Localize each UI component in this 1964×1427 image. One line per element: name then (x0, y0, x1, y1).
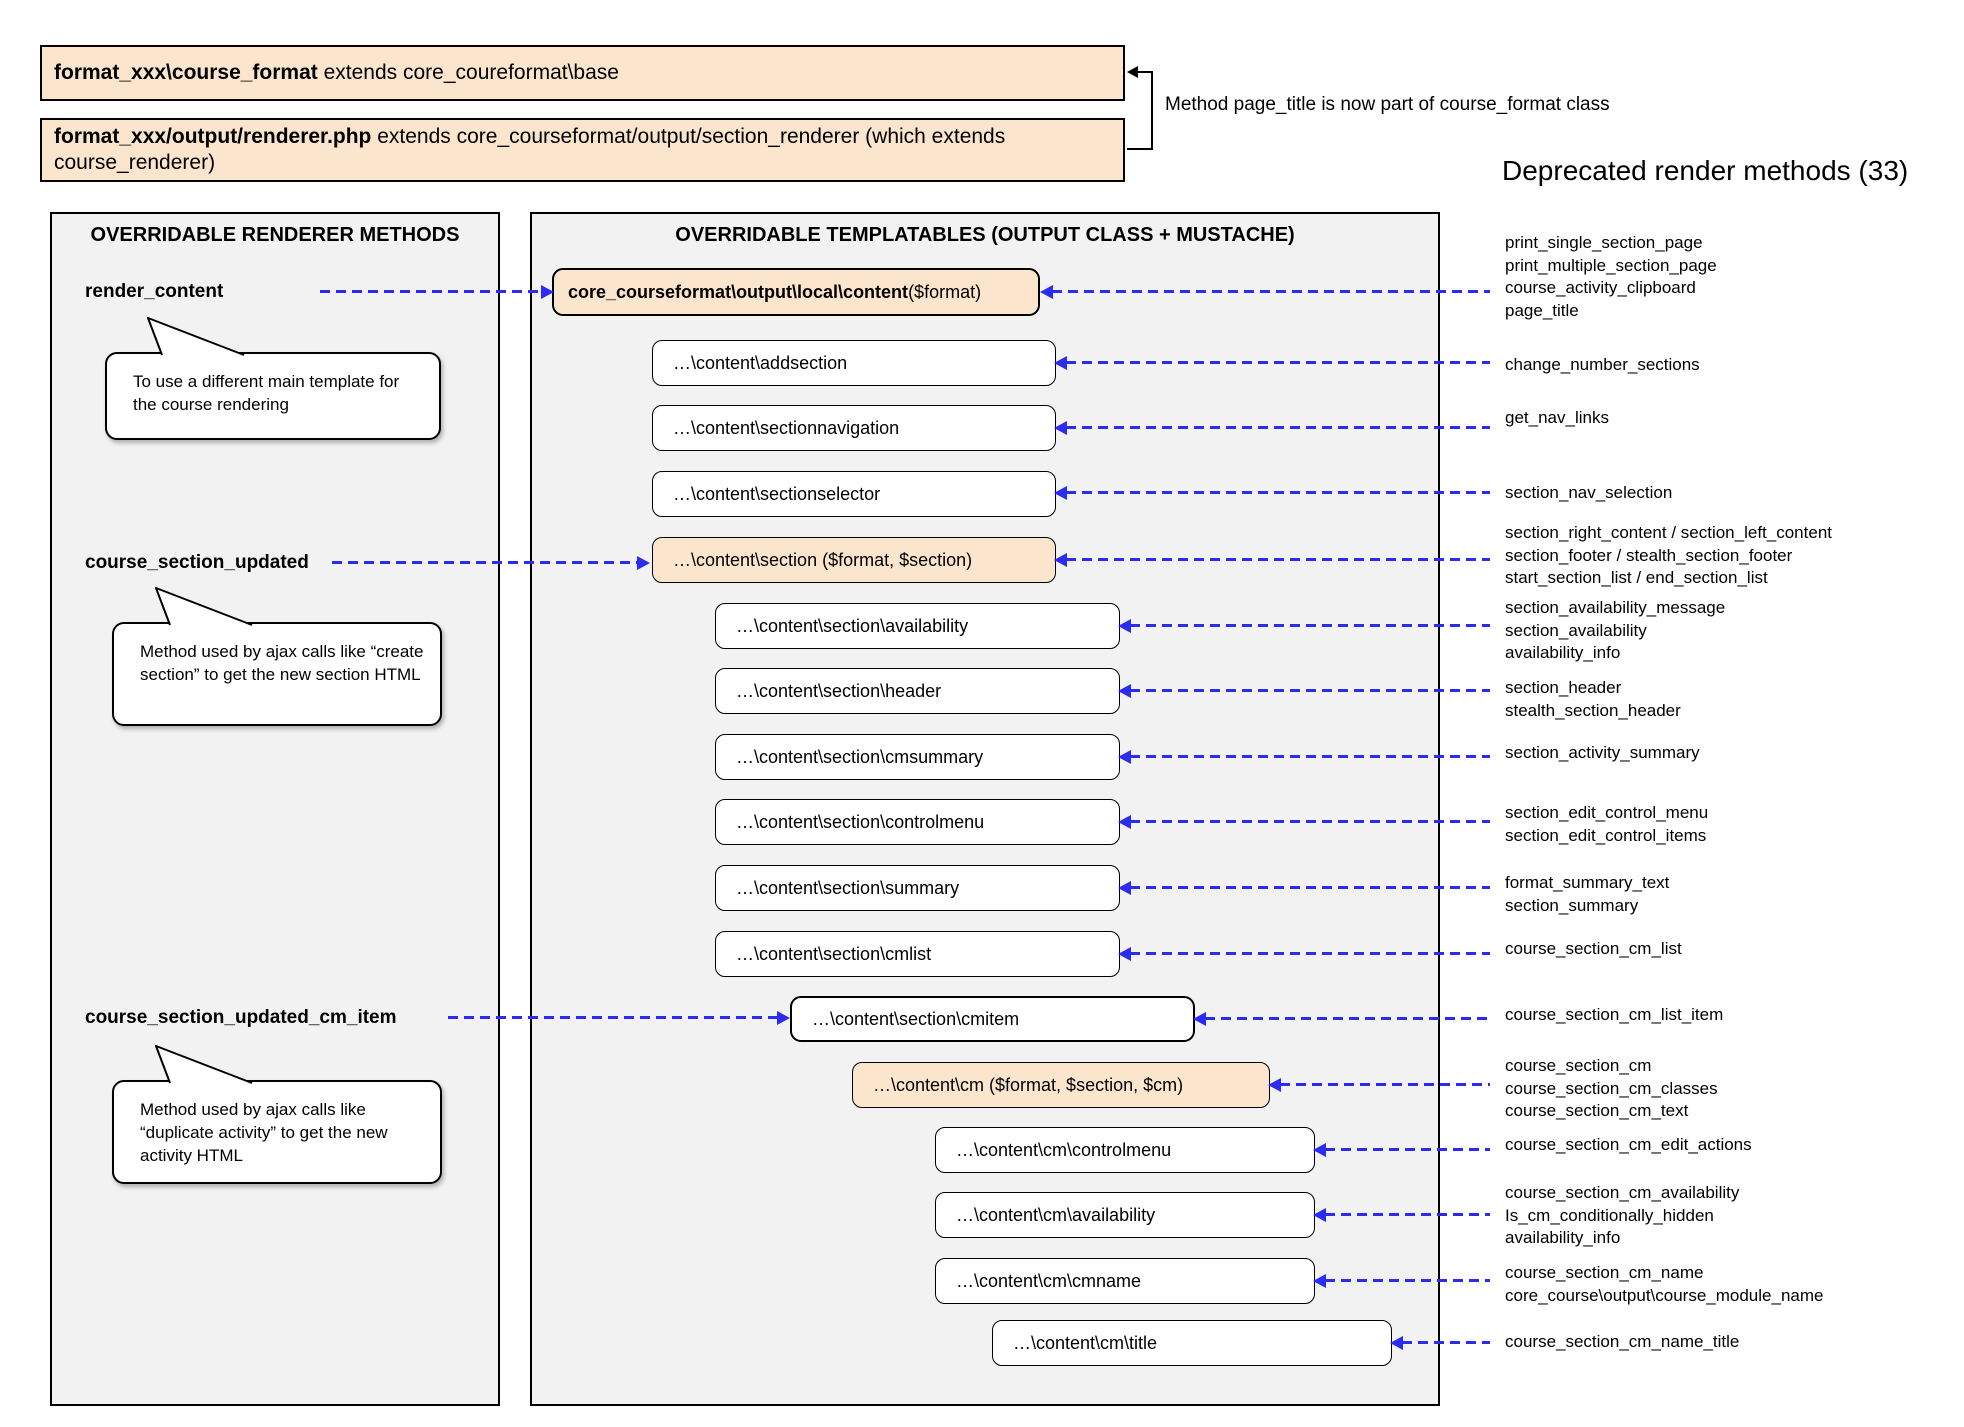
deprecated-arrow-content (1052, 290, 1490, 293)
deprecated-title: Deprecated render methods (33) (1502, 155, 1909, 186)
deprecated-method: course_section_cm_list (1505, 939, 1682, 958)
deprecated-arrow-sectionnavigation (1066, 426, 1490, 429)
deprecated-method: course_section_cm_name_title (1505, 1332, 1740, 1351)
deprecated-method: course_section_cm_list_item (1505, 1005, 1724, 1024)
arrowhead-left (1268, 1078, 1281, 1092)
arrowhead-left (1313, 1208, 1326, 1222)
template-box-sectionnavigation: …\content\sectionnavigation (652, 405, 1056, 451)
deprecated-group (1505, 1182, 1739, 1250)
template-box-cm-cmname: …\content\cm\cmname (935, 1258, 1315, 1304)
template-box-cm-availability: …\content\cm\availability (935, 1192, 1315, 1238)
deprecated-method: course_section_cm_edit_actions (1505, 1135, 1752, 1154)
deprecated-group (1505, 407, 1609, 430)
arrowhead-left (1118, 815, 1131, 829)
arrowhead-left (1118, 619, 1131, 633)
class-box-course-format (40, 45, 1125, 101)
deprecated-method: section_edit_control_menu (1505, 803, 1709, 822)
template-box-section-header: …\content\section\header (715, 668, 1120, 714)
class-box-renderer-text: format_xxx/output/renderer.php extends core_courseformat/output/section_renderer (which extends course_renderer) (54, 125, 1006, 174)
template-box-content: core_courseformat\output\local\content ($format) (552, 268, 1040, 316)
deprecated-method: availability_info (1505, 643, 1621, 662)
arrowhead-right (777, 1011, 790, 1025)
template-box-sectionselector: …\content\sectionselector (652, 471, 1056, 517)
deprecated-method: section_availability (1505, 620, 1647, 640)
template-box-section-cmlist: …\content\section\cmlist (715, 931, 1120, 977)
left-panel-header: OVERRIDABLE RENDERER METHODS (90, 224, 460, 246)
deprecated-method: section_right_content / section_left_content (1505, 523, 1832, 542)
callout-tail (116, 315, 266, 355)
deprecated-method: section_footer / stealth_section_footer (1505, 545, 1793, 565)
deprecated-arrow-section-availability (1130, 624, 1490, 627)
arrowhead-left (1390, 1336, 1403, 1350)
arrowhead-left (1118, 947, 1131, 961)
deprecated-arrow-section-summary (1130, 886, 1490, 889)
arrowhead-left (1054, 486, 1067, 500)
deprecated-group (1505, 742, 1700, 765)
callout-course-section-updated: Method used by ajax calls like “create section” to get the new section HTML (112, 622, 442, 726)
deprecated-method: Is_cm_conditionally_hidden (1505, 1205, 1714, 1225)
deprecated-group (1505, 597, 1725, 665)
arrowhead-left (1054, 553, 1067, 567)
template-box-section-cmitem: …\content\section\cmitem (790, 996, 1195, 1042)
deprecated-group (1505, 1055, 1718, 1123)
flow-arrow-render-content (320, 290, 542, 293)
template-box-section-cmsummary: …\content\section\cmsummary (715, 734, 1120, 780)
deprecated-arrow-addsection (1066, 361, 1490, 364)
arrowhead-left (1313, 1274, 1326, 1288)
deprecated-method: section_nav_selection (1505, 483, 1673, 502)
deprecated-method: core_course\output\course_module_name (1505, 1285, 1824, 1305)
deprecated-group (1505, 232, 1717, 322)
deprecated-group (1505, 1134, 1752, 1157)
deprecated-group (1505, 354, 1700, 377)
arrowhead-left (1040, 285, 1053, 299)
template-box-section-summary: …\content\section\summary (715, 865, 1120, 911)
bracket-line-bottom (1127, 148, 1153, 150)
deprecated-method: availability_info (1505, 1228, 1621, 1247)
callout-tail (124, 585, 274, 625)
deprecated-method: start_section_list / end_section_list (1505, 568, 1768, 587)
deprecated-group (1505, 938, 1682, 961)
flow-arrow-course-section-updated-cm-item (448, 1016, 778, 1019)
method-course-section-updated-cm-item: course_section_updated_cm_item (85, 1007, 397, 1028)
deprecated-arrow-cm-availability (1325, 1213, 1490, 1216)
callout-tail (124, 1043, 274, 1083)
deprecated-arrow-section-controlmenu (1130, 820, 1490, 823)
deprecated-method: format_summary_text (1505, 873, 1670, 892)
method-render-content: render_content (85, 281, 224, 302)
deprecated-group (1505, 677, 1681, 722)
deprecated-arrow-section-cmitem (1205, 1017, 1490, 1020)
deprecated-group (1505, 482, 1672, 505)
deprecated-method: page_title (1505, 300, 1579, 320)
deprecated-method: course_section_cm_text (1505, 1101, 1689, 1120)
class-box-renderer (40, 118, 1125, 182)
deprecated-group (1505, 872, 1669, 917)
deprecated-arrow-cm (1280, 1083, 1490, 1086)
template-box-section-controlmenu: …\content\section\controlmenu (715, 799, 1120, 845)
arrowhead-left (1118, 881, 1131, 895)
deprecated-arrow-cm-controlmenu (1325, 1148, 1490, 1151)
deprecated-group (1505, 522, 1832, 590)
callout-render-content: To use a different main template for the course rendering (105, 352, 441, 440)
deprecated-method: course_section_cm_classes (1505, 1078, 1718, 1098)
template-box-cm-title: …\content\cm\title (992, 1320, 1392, 1366)
deprecated-method: section_header (1505, 678, 1622, 697)
template-box-addsection: …\content\addsection (652, 340, 1056, 386)
deprecated-method: section_activity_summary (1505, 743, 1700, 762)
deprecated-group (1505, 802, 1708, 847)
deprecated-method: get_nav_links (1505, 408, 1609, 427)
bracket-line-vertical (1151, 71, 1153, 150)
arrowhead-left (1118, 750, 1131, 764)
deprecated-method: stealth_section_header (1505, 700, 1681, 720)
arrowhead-right (541, 285, 554, 299)
arrowhead-right (637, 556, 650, 570)
template-box-section-availability: …\content\section\availability (715, 603, 1120, 649)
deprecated-method: section_edit_control_items (1505, 825, 1707, 845)
deprecated-arrow-section-cmlist (1130, 952, 1490, 955)
arrowhead-left (1118, 684, 1131, 698)
template-box-section: …\content\section ($format, $section) (652, 537, 1056, 583)
deprecated-method: course_activity_clipboard (1505, 278, 1696, 297)
arrowhead-left (1313, 1143, 1326, 1157)
arrowhead-left (1054, 356, 1067, 370)
deprecated-group (1505, 1262, 1823, 1307)
deprecated-arrow-cm-title (1402, 1341, 1490, 1344)
deprecated-group (1505, 1331, 1739, 1354)
flow-arrow-course-section-updated (332, 561, 638, 564)
bracket-note: Method page_title is now part of course_format class (1165, 94, 1610, 115)
deprecated-method: course_section_cm_name (1505, 1263, 1704, 1282)
deprecated-method: section_availability_message (1505, 598, 1726, 617)
deprecated-arrow-section (1066, 558, 1490, 561)
class-box-course-format-text: format_xxx\course_format extends core_coureformat\base (54, 61, 619, 84)
method-course-section-updated: course_section_updated (85, 552, 309, 573)
deprecated-method: course_section_cm_availability (1505, 1183, 1740, 1202)
deprecated-arrow-sectionselector (1066, 491, 1490, 494)
deprecated-group (1505, 1004, 1723, 1027)
deprecated-method: course_section_cm (1505, 1056, 1652, 1075)
template-box-cm-controlmenu: …\content\cm\controlmenu (935, 1127, 1315, 1173)
deprecated-method: change_number_sections (1505, 355, 1700, 374)
arrowhead-left (1193, 1012, 1206, 1026)
deprecated-method: print_multiple_section_page (1505, 255, 1717, 275)
callout-course-section-updated-cm-item: Method used by ajax calls like “duplicate activity” to get the new activity HTML (112, 1080, 442, 1184)
deprecated-arrow-section-header (1130, 689, 1490, 692)
middle-panel-header: OVERRIDABLE TEMPLATABLES (OUTPUT CLASS + MUSTACHE) (675, 224, 1295, 246)
deprecated-arrow-section-cmsummary (1130, 755, 1490, 758)
template-box-cm: …\content\cm ($format, $section, $cm) (852, 1062, 1270, 1108)
deprecated-method: print_single_section_page (1505, 233, 1703, 252)
deprecated-arrow-cm-cmname (1325, 1279, 1490, 1282)
arrowhead-left (1054, 421, 1067, 435)
deprecated-method: section_summary (1505, 895, 1639, 915)
